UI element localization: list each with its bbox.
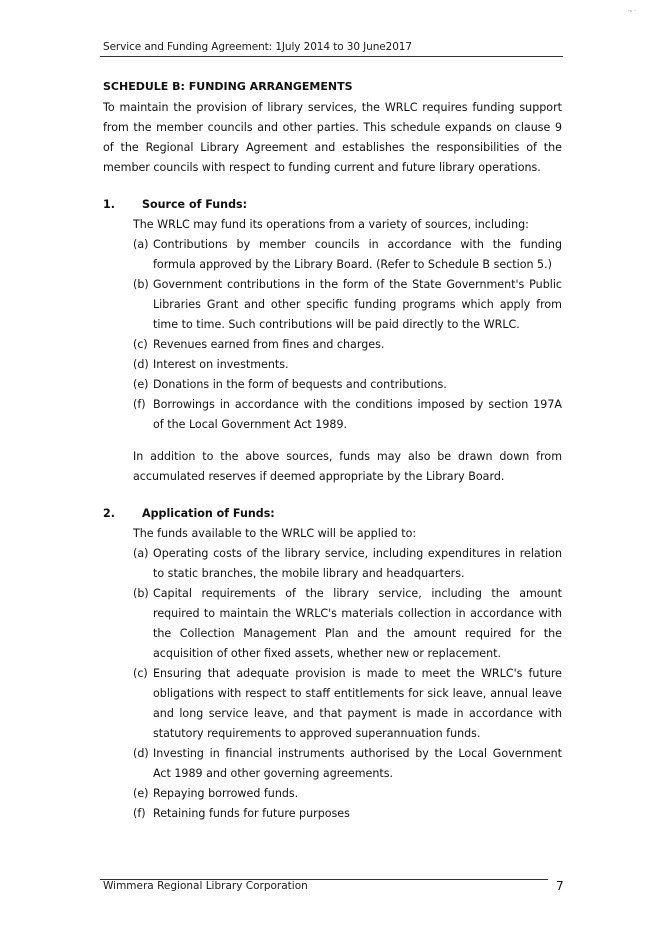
- list-marker: (d): [133, 747, 149, 760]
- list-marker: (b): [133, 587, 149, 600]
- running-header: Service and Funding Agreement: 1July 2014 to 30 June2017: [103, 41, 412, 53]
- list-marker: (b): [133, 278, 149, 291]
- list-item-text: Investing in financial instruments authorised by the Local Government Act 1989 and other governing agreements.: [153, 747, 562, 780]
- section-source-of-funds: [103, 197, 562, 487]
- list-item-text: Repaying borrowed funds.: [153, 787, 299, 800]
- list-item-text: Retaining funds for future purposes: [153, 807, 350, 820]
- list-marker: (a): [133, 238, 149, 251]
- list-item-text: Interest on investments.: [153, 358, 289, 371]
- section-application-of-funds: [103, 506, 562, 824]
- list-item-text: Borrowings in accordance with the conditions imposed by section 197A of the Local Government Act 1989.: [153, 398, 562, 431]
- list-marker: (c): [133, 338, 148, 351]
- list-item-text: Operating costs of the library service, including expenditures in relation to static branches, the mobile library and headquarters.: [153, 547, 562, 580]
- section-closing-paragraph: In addition to the above sources, funds may also be drawn down from accumulated reserves if deemed appropriate by the Library Board.: [133, 450, 562, 483]
- list-marker: (e): [133, 378, 149, 391]
- list-marker: (d): [133, 358, 149, 371]
- list-marker: (e): [133, 787, 149, 800]
- list-item-text: Contributions by member councils in accordance with the funding formula approved by the Library Board. (Refer to Schedule B section 5.): [153, 238, 562, 271]
- page-number: 7: [556, 879, 564, 893]
- section-lead: The WRLC may fund its operations from a variety of sources, including:: [133, 218, 529, 231]
- section-body: [103, 524, 562, 824]
- list-item: [133, 544, 562, 584]
- list-item: [133, 275, 562, 335]
- list-item: [133, 784, 562, 804]
- list-item: [133, 664, 562, 744]
- document-body: [103, 78, 562, 824]
- list-item-text: Revenues earned from fines and charges.: [153, 338, 385, 351]
- list-item-text: Government contributions in the form of the State Government's Public Libraries Grant and other specific funding programs which apply from time to time. Such contributions will be paid directly to the WRLC.: [153, 278, 562, 331]
- list-marker: (a): [133, 547, 149, 560]
- section-title: Source of Funds:: [142, 198, 248, 211]
- section-number: 1.: [103, 198, 115, 211]
- list-marker: (c): [133, 667, 148, 680]
- list-item: [133, 355, 562, 375]
- application-list: [133, 544, 562, 824]
- list-item-text: Donations in the form of bequests and contributions.: [153, 378, 447, 391]
- list-item-text: Capital requirements of the library service, including the amount required to maintain the WRLC's materials collection in accordance with the Collection Management Plan and the amount required for the acquisition of other fixed assets, whether new or replacement.: [153, 587, 562, 660]
- schedule-intro: To maintain the provision of library services, the WRLC requires funding support from the member councils and other parties. This schedule expands on clause 9 of the Regional Library Agreement and establishes the responsibilities of the member councils with respect to funding current and future library operations.: [103, 101, 562, 174]
- section-heading: [103, 197, 562, 213]
- scan-corner-marks: ·› ·: [627, 8, 636, 15]
- section-lead: The funds available to the WRLC will be applied to:: [133, 527, 417, 540]
- source-list: [133, 235, 562, 435]
- list-item: [133, 804, 562, 824]
- header-rule: [100, 56, 563, 57]
- list-marker: (f): [133, 807, 146, 820]
- section-body: [103, 215, 562, 487]
- section-heading: [103, 506, 562, 522]
- list-item: [133, 744, 562, 784]
- list-item: [133, 584, 562, 664]
- section-number: 2.: [103, 507, 115, 520]
- schedule-heading: SCHEDULE B: FUNDING ARRANGEMENTS: [103, 80, 353, 93]
- footer-organisation: Wimmera Regional Library Corporation: [103, 880, 308, 892]
- list-item-text: Ensuring that adequate provision is made to meet the WRLC's future obligations with respect to staff entitlements for sick leave, annual leave and long service leave, and that payment is made in accordance with statutory requirements to approved superannuation funds.: [153, 667, 562, 740]
- list-item: [133, 235, 562, 275]
- list-item: [133, 335, 562, 355]
- list-marker: (f): [133, 398, 146, 411]
- list-item: [133, 395, 562, 435]
- section-title: Application of Funds:: [142, 507, 275, 520]
- list-item: [133, 375, 562, 395]
